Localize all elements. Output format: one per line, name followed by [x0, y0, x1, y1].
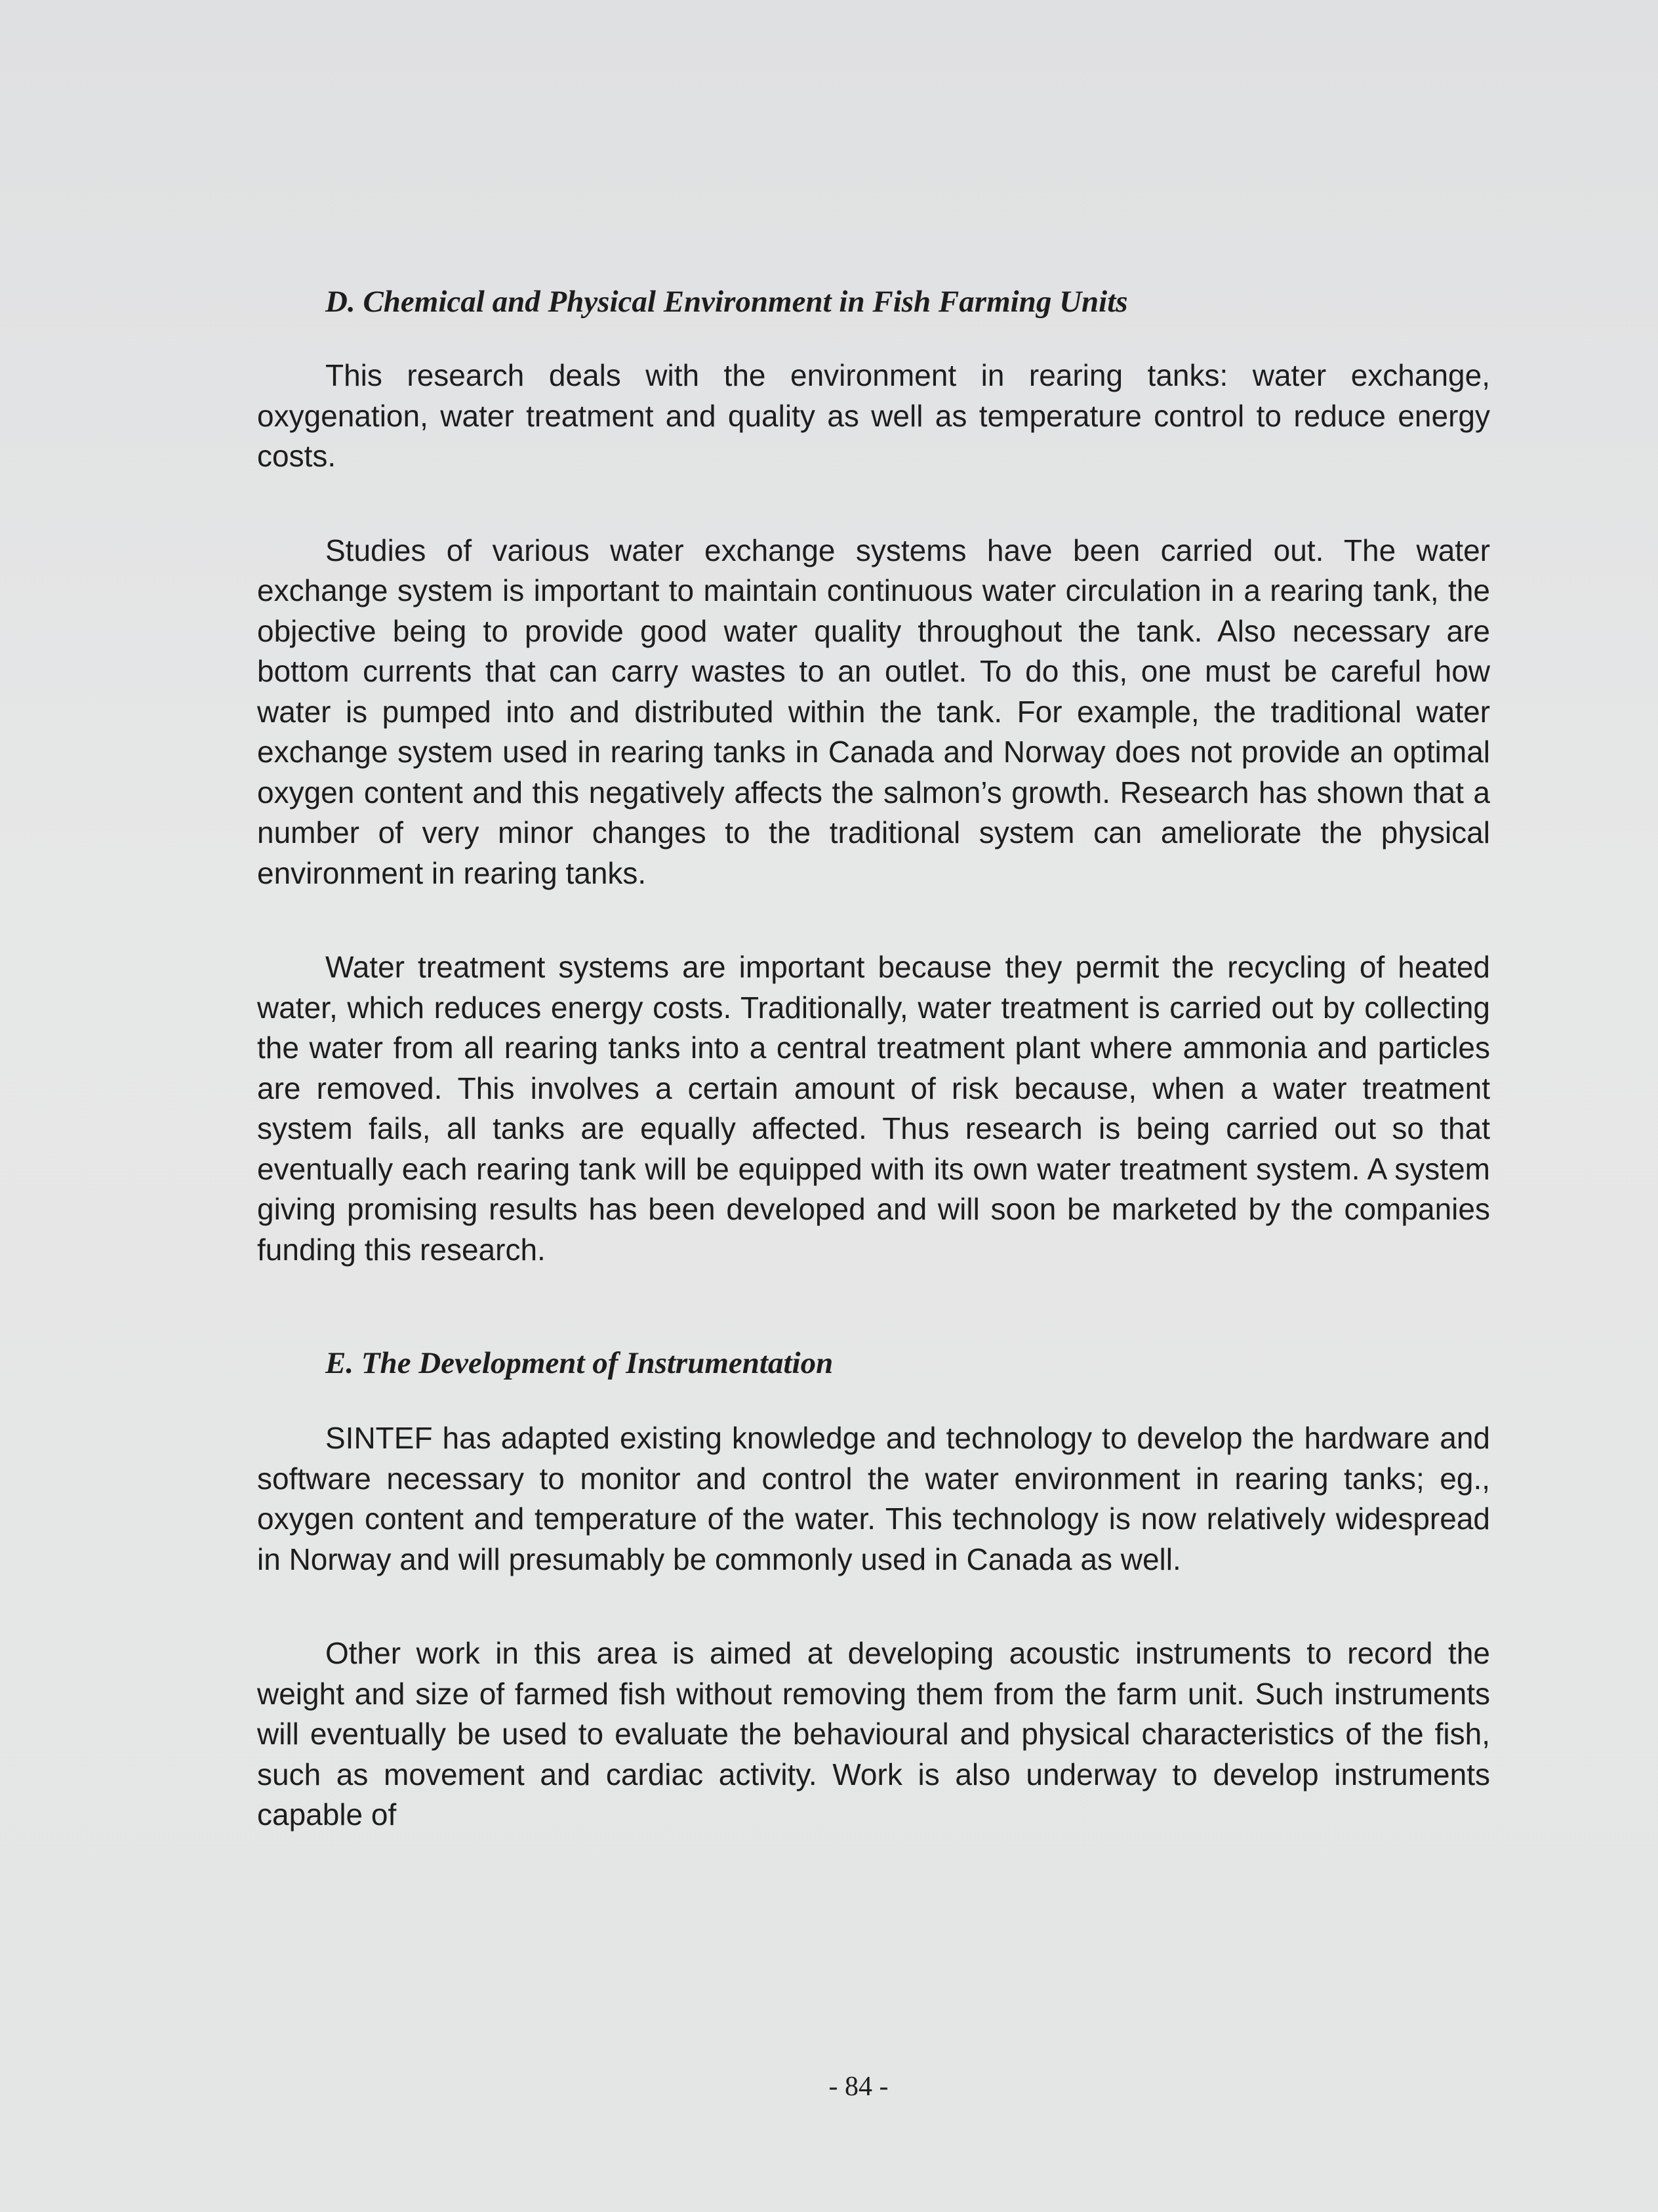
- section-d-paragraph-2: Studies of various water exchange systems have been carried out. The water exchange system is important to maintain continuous water circulation in a rearing tank, the objective being to provide good water quality throughout the tank. Also necessary are bottom currents that can carry wastes to an outlet. To do this, one must be careful how water is pumped into and distributed within the tank. For example, the traditional water exchange system used in rearing tanks in Canada and Norway does not provide an optimal oxygen content and this negatively affects the salmon’s growth. Research has shown that a number of very minor changes to the traditional system can ameliorate the physical environment in rearing tanks.: [257, 533, 1490, 890]
- section-e-paragraph-2: Other work in this area is aimed at developing acoustic instruments to record the weight and size of farmed fish without removing them from the farm unit. Such instruments will eventually be used to evaluate the behavioural and physical characteristics of the fish, such as movement and cardiac activity. Work is also underway to develop instruments capable of: [257, 1636, 1490, 1832]
- section-e-paragraph-1: SINTEF has adapted existing knowledge and technology to develop the hardware and software necessary to monitor and control the water environment in rearing tanks; eg., oxygen content and temperature of the water. This technology is now relatively widespread in Norway and will presumably be commonly used in Canada as well.: [257, 1421, 1490, 1576]
- section-d-heading: D. Chemical and Physical Environment in Fish Farming Units: [325, 285, 1128, 319]
- section-d-paragraph-3: Water treatment systems are important because they permit the recycling of heated water, which reduces energy costs. Traditionally, water treatment is carried out by collecting the water from all rearing tanks into a central treatment plant where ammonia and particles are removed. This involves a certain amount of risk because, when a water treatment system fails, all tanks are equally affected. Thus research is being carried out so that eventually each rearing tank will be equipped with its own water treatment system. A system giving promising results has been developed and will soon be marketed by the companies funding this research.: [257, 950, 1490, 1267]
- page-body: [257, 282, 1490, 1835]
- section-e-heading: E. The Development of Instrumentation: [325, 1346, 834, 1380]
- page-number: - 84 -: [828, 2072, 889, 2102]
- section-d-paragraph-1: This research deals with the environment in rearing tanks: water exchange, oxygenation, water treatment and quality as well as temperature control to reduce energy costs.: [257, 358, 1490, 473]
